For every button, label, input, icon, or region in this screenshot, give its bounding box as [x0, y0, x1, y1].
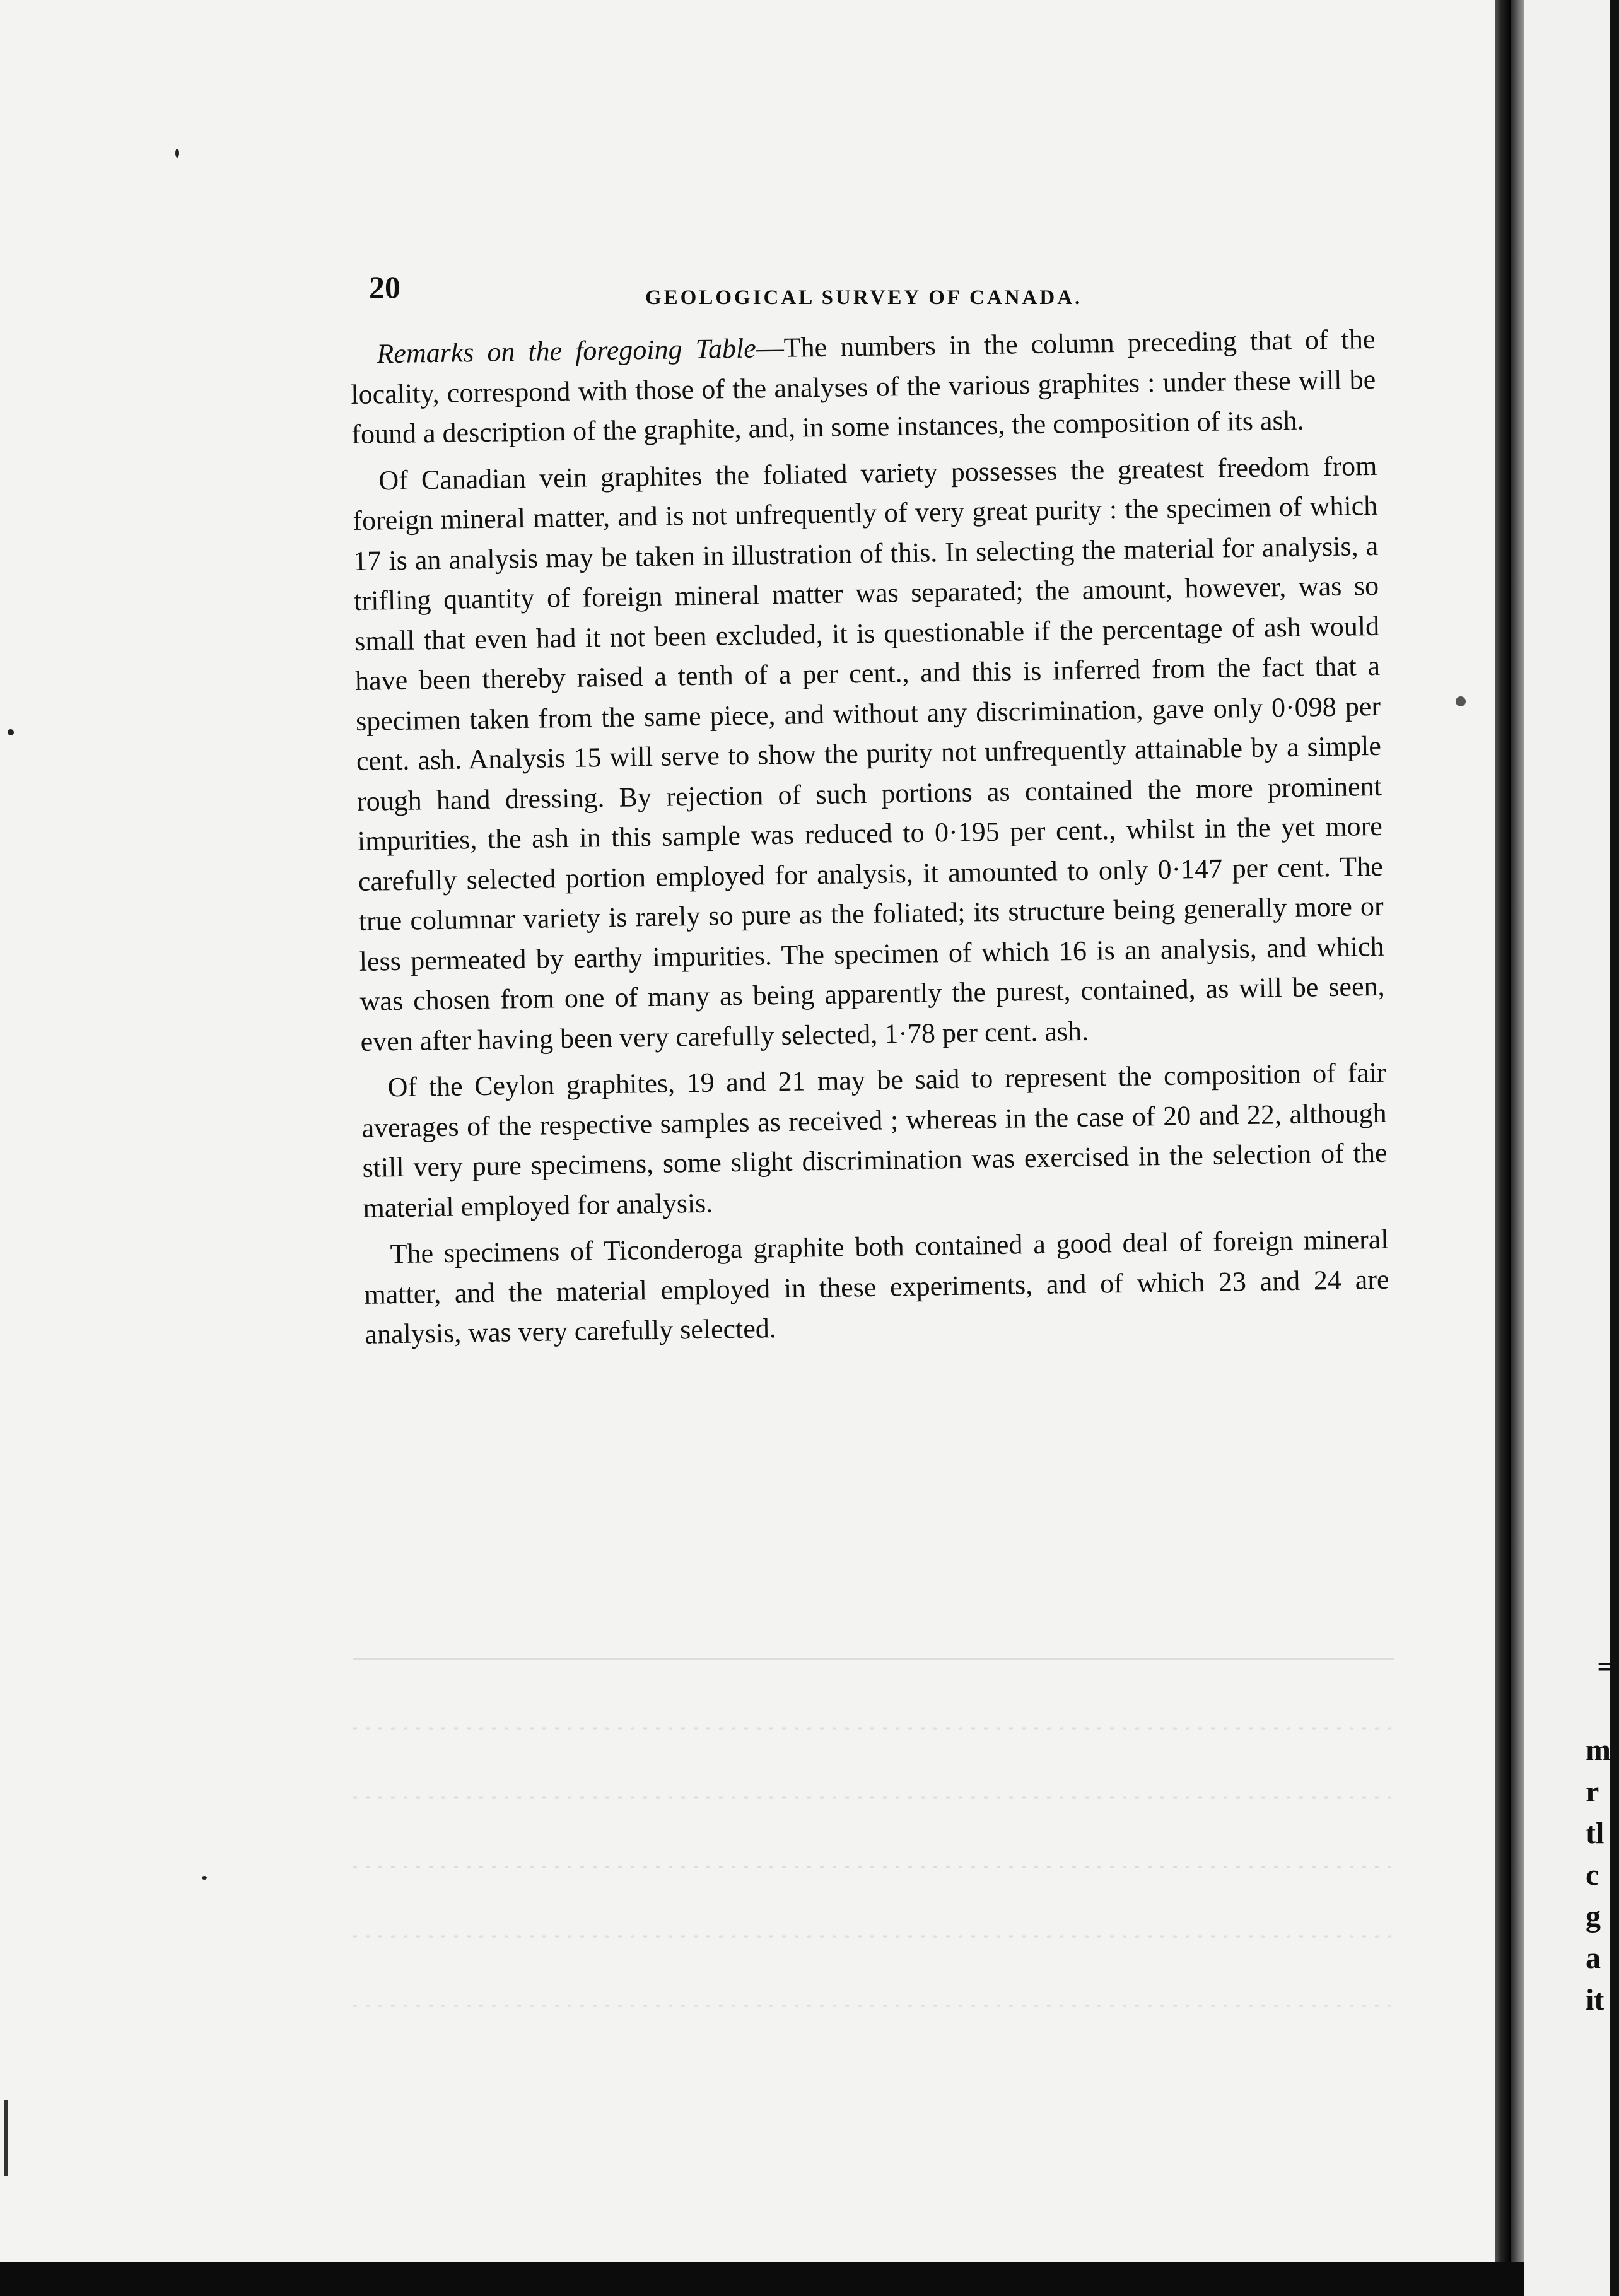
- scan-speck: [1456, 696, 1466, 706]
- remarks-text: —The numbers in the column preceding that of the locality, correspond with those of the analyses of the various graphites : under these will be found a description of the graphite, and, in some instances, the composition of its ash.: [351, 323, 1376, 450]
- facing-fragment: m: [1586, 1733, 1611, 1767]
- scan-speck: [8, 729, 14, 735]
- remarks-italic-heading: Remarks on the foregoing Table: [377, 332, 757, 370]
- book-gutter: [1495, 0, 1511, 2296]
- bleed-through-rules: [353, 1640, 1394, 2031]
- facing-fragment: it: [1586, 1983, 1604, 2017]
- scan-speck: [175, 149, 179, 158]
- scan-speck: [202, 1876, 207, 1880]
- paragraph-canadian-graphites: Of Canadian vein graphites the foliated variety possesses the greatest freedom from foreign mineral matter, and is not unfrequently of very great purity : the specimen of which 17 is an analysis may be taken in illustration of this. In selecting the material for analysis, a trifling quantity of foreign mineral matter was separated; the amount, however, was so small that even had it not been excluded, it is questionable if the percentage of ash would have been thereby raised a tenth of a per cent., and this is inferred from the fact that a specimen taken from the same piece, and without any discrimination, gave only 0·098 per cent. ash. Analysis 15 will serve to show the purity not unfrequently attainable by a simple rough hand dressing. By rejection of such portions as contained the more prominent impurities, the ash in this sample was reduced to 0·195 per cent., whilst in the yet more carefully selected portion employed for analysis, it amounted to only 0·147 per cent. The true columnar variety is rarely so pure as the foliated; its structure being generally more or less permeated by earthy impurities. The specimen of which 16 is an analysis, and which was chosen from one of many as being apparently the purest, contained, as will be seen, even after having been very carefully selected, 1·78 per cent. ash.: [353, 450, 1385, 1057]
- page-header-title: GEOLOGICAL SURVEY OF CANADA.: [645, 286, 1083, 309]
- facing-fragment: r: [1586, 1775, 1599, 1808]
- scan-bottom-edge: [0, 2262, 1524, 2296]
- body-text: [350, 319, 1390, 1361]
- page-number: 20: [369, 269, 400, 305]
- facing-fragment: g: [1586, 1900, 1601, 1933]
- paragraph-remarks: [350, 319, 1377, 455]
- paragraph-ticonderoga-graphite: The specimens of Ticonderoga graphite both contained a good deal of foreign mineral matter, and the material employed in these experiments, and of which 23 and 24 are analysis, was very carefully selected.: [364, 1223, 1389, 1350]
- gutter-shadow: [1511, 0, 1524, 2296]
- facing-fragment: tl: [1586, 1817, 1604, 1850]
- facing-page-text-fragments: [1586, 1730, 1611, 2021]
- facing-fragment: a: [1586, 1942, 1601, 1975]
- facing-fragment: c: [1586, 1858, 1599, 1892]
- facing-page-mark: =: [1596, 1650, 1619, 1682]
- bleed-through-table: [353, 1640, 1394, 2059]
- paragraph-ceylon-graphites: Of the Ceylon graphites, 19 and 21 may be said to represent the composition of fair averages of the respective samples as received ; whereas in the case of 20 and 22, although still very pure specimens, some slight discrimination was exercised in the selection of the material employed for analysis.: [361, 1057, 1388, 1224]
- scan-scratch: [4, 2100, 8, 2176]
